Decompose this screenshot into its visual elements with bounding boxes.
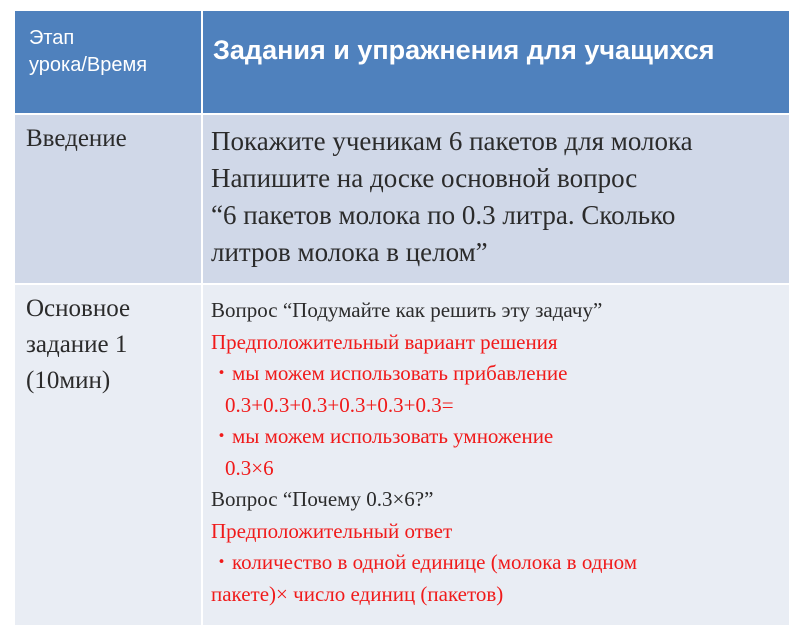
expected-solution-label: Предположительный вариант решения [211,329,558,354]
intro-line: “6 пакетов молока по 0.3 литра. Сколько [211,200,676,230]
header-stage-cell [14,10,202,114]
intro-line: литров молока в целом” [211,237,488,267]
answer-line: пакете)× число единиц (пакетов) [211,581,504,606]
main-stage-cell [14,284,202,626]
intro-line: Напишите на доске основной вопрос [211,163,638,193]
header-tasks-label: Задания и упражнения для учащихся [213,35,715,65]
header-stage-line2: урока/Время [29,54,148,76]
intro-tasks-cell [202,114,790,284]
header-stage-line1: Этап [29,27,75,49]
main-stage-line: задание 1 [26,331,128,358]
main-stage-line: (10мин) [26,367,111,394]
main-tasks-cell [202,284,790,626]
question-1: Вопрос “Подумайте как решить эту задачу” [211,298,603,322]
lesson-plan-table [13,9,791,627]
table-row-intro [14,114,790,284]
main-stage-line: Основное [26,295,131,322]
option-addition: ・мы можем использовать прибавление [211,361,568,385]
option-multiplication-expression: 0.3×6 [225,455,274,480]
intro-stage-cell [14,114,202,284]
header-row [14,10,790,114]
question-2: Вопрос “Почему 0.3×6?” [211,487,434,511]
intro-stage-label: Введение [26,125,127,152]
expected-answer-label: Предположительный ответ [211,518,453,543]
option-addition-expression: 0.3+0.3+0.3+0.3+0.3+0.3= [225,392,454,417]
header-tasks-cell [202,10,790,114]
option-multiplication: ・мы можем использовать умножение [211,424,554,448]
answer-line: ・количество в одной единице (молока в одном [211,550,638,574]
table-row-main-task [14,284,790,626]
intro-line: Покажите ученикам 6 пакетов для молока [211,126,693,156]
